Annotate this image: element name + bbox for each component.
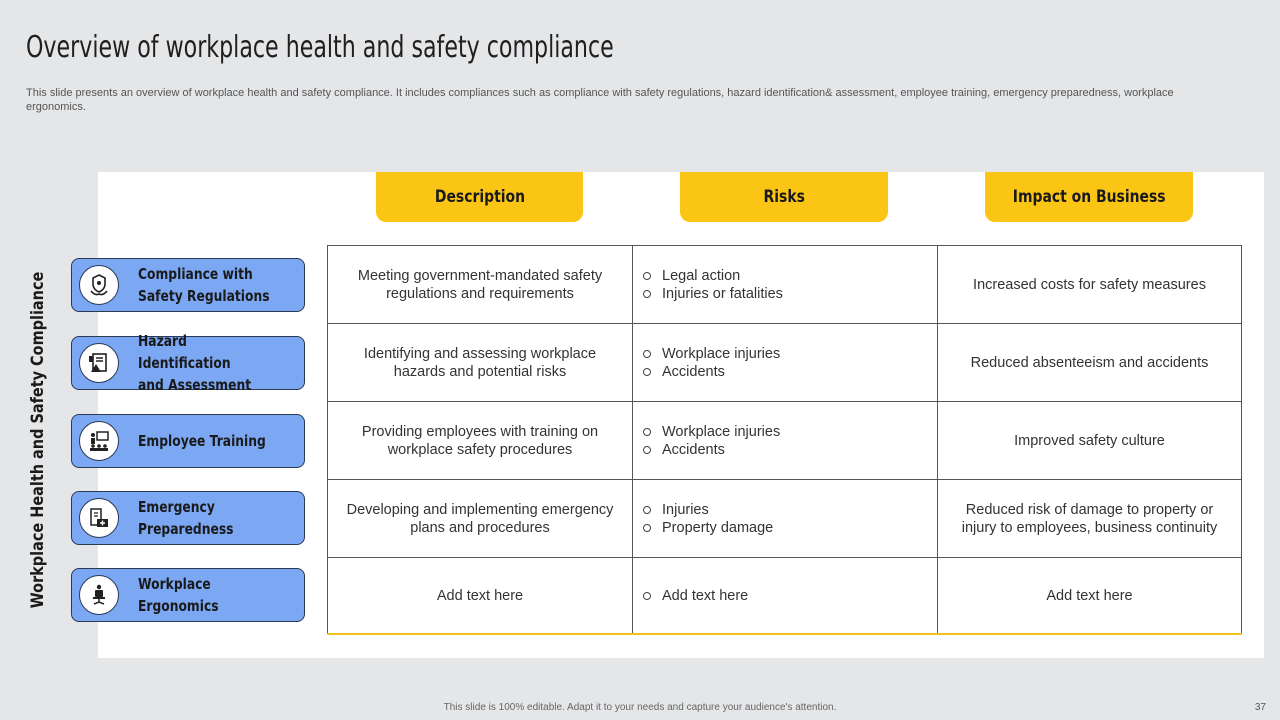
description-cell: Meeting government-mandated safety regulations and requirements <box>327 246 632 323</box>
risk-item: Workplace injuries <box>643 423 780 441</box>
footer-note: This slide is 100% editable. Adapt it to your needs and capture your audience's attention. <box>443 702 837 713</box>
risk-item: Legal action <box>643 267 783 285</box>
table-row <box>327 324 1242 402</box>
category-label: Hazard Identification and Assessment <box>138 332 252 394</box>
table-row <box>327 402 1242 480</box>
risks-cell <box>632 246 937 323</box>
emergency-kit-icon <box>79 498 119 538</box>
impact-cell: Improved safety culture <box>937 402 1242 479</box>
description-cell: Add text here <box>327 558 632 633</box>
description-cell: Providing employees with training on workplace safety procedures <box>327 402 632 479</box>
header-impact-label: Impact on Business <box>1012 187 1166 207</box>
risks-cell <box>632 558 937 633</box>
risk-item: Property damage <box>643 519 773 537</box>
category-label: Compliance with Safety Regulations <box>138 265 270 305</box>
category-compliance-regulations <box>71 258 305 312</box>
slide-title: Overview of workplace health and safety compliance <box>26 30 614 65</box>
description-cell: Identifying and assessing workplace hazards and potential risks <box>327 324 632 401</box>
training-icon <box>79 421 119 461</box>
risk-item: Workplace injuries <box>643 345 780 363</box>
category-workplace-ergonomics <box>71 568 305 622</box>
header-risks <box>680 172 888 222</box>
risk-item: Injuries or fatalities <box>643 285 783 303</box>
table-row <box>327 558 1242 635</box>
risks-cell <box>632 480 937 557</box>
category-label: Workplace Ergonomics <box>138 575 219 615</box>
vertical-section-label: Workplace Health and Safety Compliance <box>28 271 48 609</box>
header-description-label: Description <box>434 187 525 207</box>
category-label: Employee Training <box>138 432 266 450</box>
category-emergency-preparedness <box>71 491 305 545</box>
impact-cell: Reduced risk of damage to property or injury to employees, business continuity <box>937 480 1242 557</box>
table-row <box>327 246 1242 324</box>
risk-item: Injuries <box>643 501 773 519</box>
category-label: Emergency Preparedness <box>138 498 234 538</box>
hazard-document-icon <box>79 343 119 383</box>
risks-cell <box>632 324 937 401</box>
risk-item: Accidents <box>643 441 780 459</box>
compliance-table <box>327 245 1242 635</box>
office-chair-icon <box>79 575 119 615</box>
category-hazard-identification <box>71 332 305 394</box>
risks-cell <box>632 402 937 479</box>
category-employee-training <box>71 414 305 468</box>
impact-cell: Increased costs for safety measures <box>937 246 1242 323</box>
impact-cell: Add text here <box>937 558 1242 633</box>
page-number: 37 <box>1254 702 1266 713</box>
table-row <box>327 480 1242 558</box>
header-description <box>376 172 583 222</box>
shield-hand-icon <box>79 265 119 305</box>
slide-subtitle: This slide presents an overview of workplace health and safety compliance. It includes compliances such as compliance with safety regulations, hazard identification& assessment, employee training, emergency preparedness, workplace ergonomics. <box>26 87 1174 113</box>
risk-item: Accidents <box>643 363 780 381</box>
impact-cell: Reduced absenteeism and accidents <box>937 324 1242 401</box>
risk-item: Add text here <box>643 587 748 605</box>
description-cell: Developing and implementing emergency plans and procedures <box>327 480 632 557</box>
header-impact <box>985 172 1193 222</box>
header-risks-label: Risks <box>763 187 805 207</box>
